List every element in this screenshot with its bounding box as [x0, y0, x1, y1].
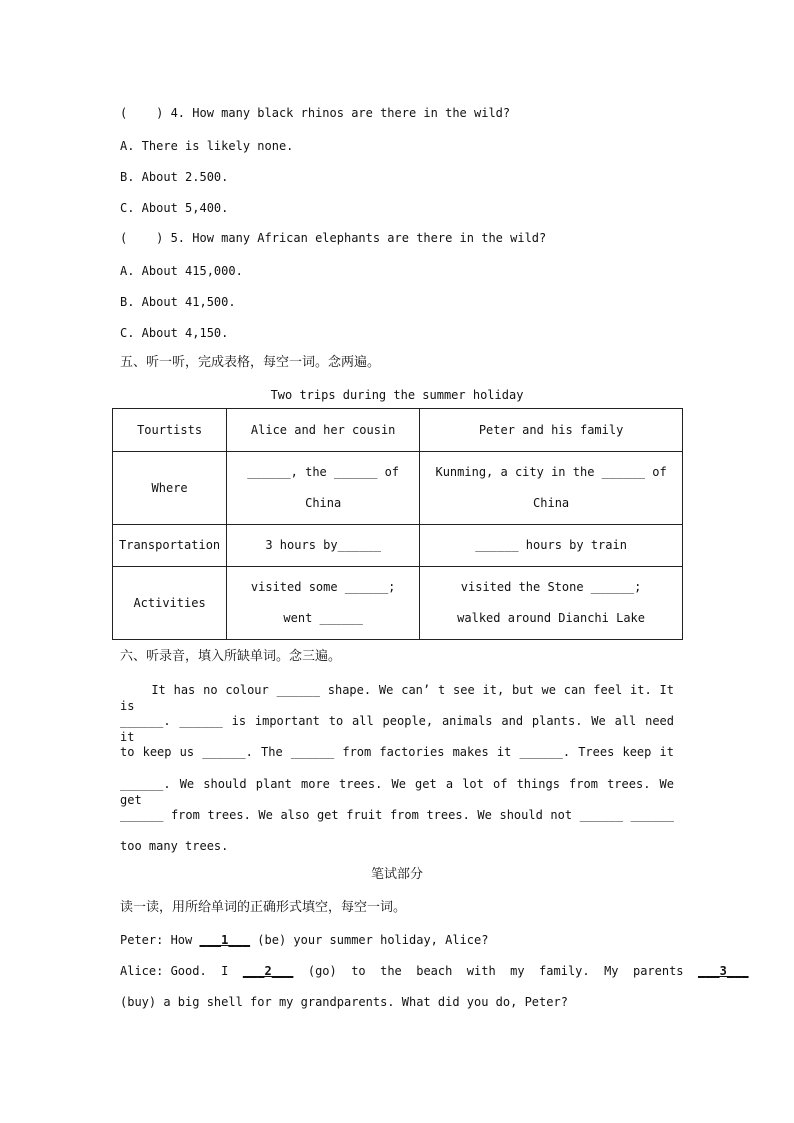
passage-line: too many trees. [120, 839, 229, 853]
alice-cell [227, 567, 420, 640]
q4-option-b: B. About 2.500. [120, 170, 229, 184]
alice-cell: 3 hours by______ [227, 525, 420, 567]
dialogue-line-3: (buy) a big shell for my grandparents. What did you do, Peter? [120, 995, 568, 1009]
cell-line: visited the Stone ______; [460, 580, 642, 594]
cell-line: went ______ [283, 611, 363, 625]
blank-3: ___3___ [697, 964, 749, 978]
table-title: Two trips during the summer holiday [270, 388, 524, 402]
table-row [113, 452, 683, 525]
section-5-heading: 五、听一听，完成表格，每空一词。念两遍。 [120, 355, 381, 370]
blank-2: ___2___ [242, 964, 294, 978]
section-6-heading: 六、听录音，填入所缺单词。念三遍。 [120, 649, 342, 664]
passage-line: ______ from trees. We also get fruit from trees. We should not ______ ______ [120, 808, 674, 822]
blank-1: ___1___ [199, 933, 251, 947]
passage-line: It has no colour ______ shape. We can’ t see it, but we can feel it. It is [120, 683, 682, 713]
dialogue-text: Alice: Good. I [120, 964, 243, 978]
cell-line: visited some ______; [250, 580, 396, 594]
dialogue-text: (be) your summer holiday, Alice? [250, 933, 489, 947]
peter-cell [420, 567, 683, 640]
dialogue-line-2 [120, 963, 749, 979]
question-5: ( ) 5. How many African elephants are there in the wild? [120, 231, 547, 245]
alice-cell [227, 452, 420, 525]
question-4: ( ) 4. How many black rhinos are there in the wild? [120, 106, 511, 120]
cell-line: ______, the ______ of [247, 465, 400, 479]
passage-line: ______. ______ is important to all people, animals and plants. We all need it [120, 714, 674, 744]
peter-cell: ______ hours by train [420, 525, 683, 567]
row-label: Where [113, 452, 227, 525]
q4-option-c: C. About 5,400. [120, 201, 229, 215]
written-part-title: 笔试部分 [370, 867, 423, 882]
table-row [113, 525, 683, 567]
dialogue-line-1 [120, 932, 488, 948]
q5-option-b: B. About 41,500. [120, 295, 236, 309]
dialogue-text: (go) to the beach with my family. My parents [293, 964, 698, 978]
row-label: Activities [113, 567, 227, 640]
row-label: Transportation [113, 525, 227, 567]
written-instruction: 读一读，用所给单词的正确形式填空，每空一词。 [120, 900, 407, 915]
q5-option-c: C. About 4,150. [120, 326, 229, 340]
cell-line: Kunming, a city in the ______ of [435, 465, 667, 479]
passage-line: ______. We should plant more trees. We get a lot of things from trees. We get [120, 777, 674, 807]
cell-line: walked around Dianchi Lake [457, 611, 645, 625]
dialogue-text: Peter: How [120, 933, 200, 947]
cell-line: China [305, 496, 342, 510]
row-label: Tourtists [113, 409, 227, 452]
peter-cell [420, 452, 683, 525]
trips-table [112, 408, 683, 640]
q5-option-a: A. About 415,000. [120, 264, 243, 278]
q4-option-a: A. There is likely none. [120, 139, 294, 153]
cell-line: China [533, 496, 570, 510]
alice-cell: Alice and her cousin [227, 409, 420, 452]
table-row [113, 567, 683, 640]
passage-line: to keep us ______. The ______ from factories makes it ______. Trees keep it [120, 745, 674, 759]
peter-cell: Peter and his family [420, 409, 683, 452]
table-row [113, 409, 683, 452]
